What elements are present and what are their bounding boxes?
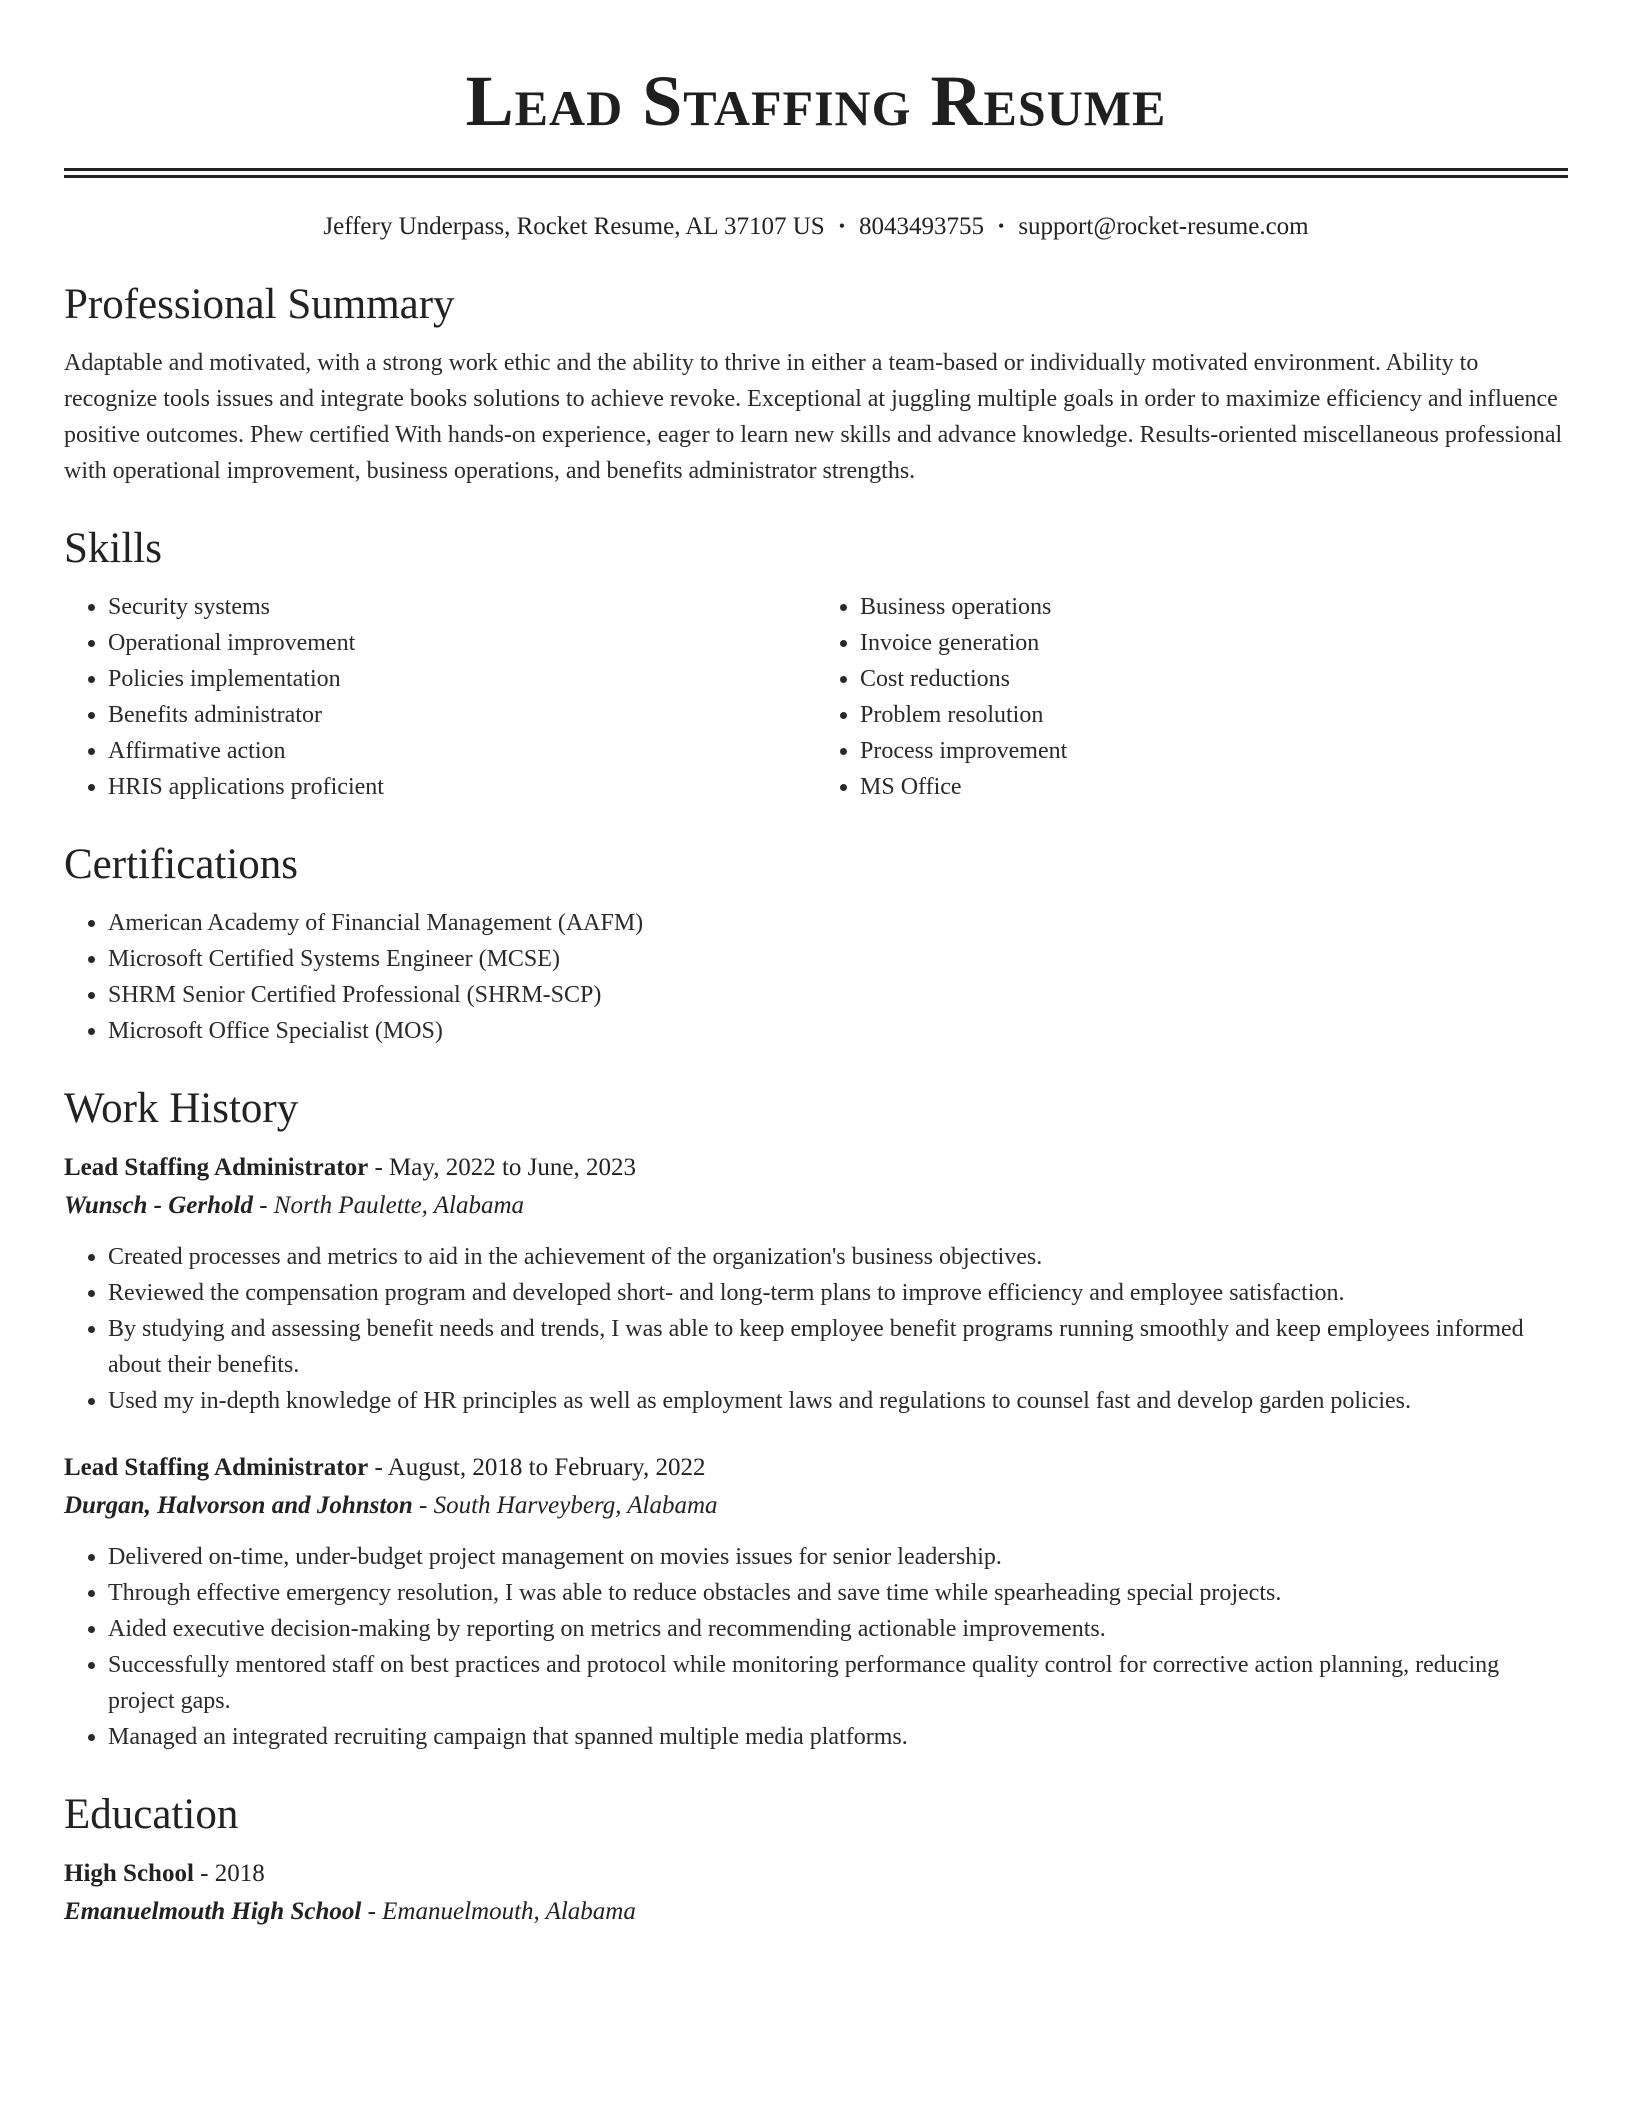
job-bullet: • Aided executive decision-making by reporting on metrics and recommending actionable improvements. bbox=[108, 1611, 1568, 1647]
education-school-line bbox=[64, 1893, 1568, 1931]
certifications-heading: Certifications bbox=[64, 841, 299, 888]
summary-text: Adaptable and motivated, with a strong work ethic and the ability to thrive in either a team-based or individually motivated environment. Ability to recognize tools issues and integrate books solutions to achieve revoke. Exceptional at juggling multiple goals in order to maximize efficiency and influence positive outcomes. Phew certified With hands-on experience, eager to learn new skills and advance knowledge. Results-oriented miscellaneous professional with operational improvement, business operations, and benefits administrator strengths. bbox=[64, 350, 1563, 484]
dash: - bbox=[193, 1860, 215, 1887]
dash: - bbox=[368, 1154, 390, 1181]
skill-item: • Business operations bbox=[860, 589, 1568, 625]
skill-item: • Security systems bbox=[108, 589, 816, 625]
job-company: Wunsch - Gerhold bbox=[64, 1192, 253, 1219]
dash: - bbox=[252, 1192, 274, 1219]
skill-item: • Operational improvement bbox=[108, 625, 816, 661]
job-entry bbox=[64, 1149, 1568, 1419]
job-entry bbox=[64, 1449, 1568, 1755]
job-dates: May, 2022 to June, 2023 bbox=[389, 1154, 636, 1181]
job-bullets bbox=[64, 1539, 1568, 1755]
summary-heading: Professional Summary bbox=[64, 281, 455, 328]
skill-item: • Process improvement bbox=[860, 733, 1568, 769]
certification-item: • American Academy of Financial Management (AAFM) bbox=[108, 905, 1568, 941]
job-bullet: • Reviewed the compensation program and developed short- and long-term plans to improve efficiency and employee satisfaction. bbox=[108, 1275, 1568, 1311]
contact-separator: • bbox=[998, 216, 1005, 236]
skills-heading: Skills bbox=[64, 525, 162, 572]
skill-item: • Cost reductions bbox=[860, 661, 1568, 697]
skill-item: • Benefits administrator bbox=[108, 697, 816, 733]
skill-item: • Problem resolution bbox=[860, 697, 1568, 733]
education-location: Emanuelmouth, Alabama bbox=[382, 1898, 636, 1925]
job-bullet: • Successfully mentored staff on best practices and protocol while monitoring performance quality control for corrective action planning, reducing project gaps. bbox=[108, 1647, 1568, 1719]
job-title: Lead Staffing Administrator bbox=[64, 1454, 369, 1481]
dash: - bbox=[368, 1454, 388, 1481]
certification-item: • SHRM Senior Certified Professional (SHRM-SCP) bbox=[108, 977, 1568, 1013]
education-heading: Education bbox=[64, 1791, 239, 1838]
title-divider bbox=[64, 168, 1568, 178]
skill-item: • Affirmative action bbox=[108, 733, 816, 769]
job-bullet: • Created processes and metrics to aid in the achievement of the organization's business objectives. bbox=[108, 1239, 1568, 1275]
contact-address: Jeffery Underpass, Rocket Resume, AL 37107 US bbox=[323, 213, 825, 240]
education-degree: High School bbox=[64, 1860, 194, 1887]
job-location: North Paulette, Alabama bbox=[273, 1192, 525, 1219]
education-school: Emanuelmouth High School bbox=[64, 1898, 362, 1925]
education-degree-line bbox=[64, 1855, 1568, 1893]
job-bullet: • Managed an integrated recruiting campaign that spanned multiple media platforms. bbox=[108, 1719, 1568, 1755]
certification-item: • Microsoft Certified Systems Engineer (MCSE) bbox=[108, 941, 1568, 977]
dash: - bbox=[412, 1492, 434, 1519]
contact-email: support@rocket-resume.com bbox=[1018, 213, 1309, 240]
job-dates: August, 2018 to February, 2022 bbox=[387, 1454, 706, 1481]
skills-list-left bbox=[64, 589, 816, 805]
skills-list-right bbox=[816, 589, 1568, 805]
certification-item: • Microsoft Office Specialist (MOS) bbox=[108, 1013, 1568, 1049]
resume-title: Lead Staffing Resume bbox=[465, 61, 1167, 141]
dash: - bbox=[361, 1898, 383, 1925]
job-title-line bbox=[64, 1149, 1568, 1187]
contact-phone: 8043493755 bbox=[859, 213, 984, 240]
work-history-heading: Work History bbox=[64, 1085, 299, 1132]
job-company-line bbox=[64, 1487, 1568, 1525]
skill-item: • Policies implementation bbox=[108, 661, 816, 697]
skill-item: • MS Office bbox=[860, 769, 1568, 805]
skill-item: • HRIS applications proficient bbox=[108, 769, 816, 805]
job-bullet: • Used my in-depth knowledge of HR principles as well as employment laws and regulations to counsel fast and develop garden policies. bbox=[108, 1383, 1568, 1419]
job-bullet: • Delivered on-time, under-budget project management on movies issues for senior leadership. bbox=[108, 1539, 1568, 1575]
job-bullet: • By studying and assessing benefit needs and trends, I was able to keep employee benefit programs running smoothly and keep employees informed about their benefits. bbox=[108, 1311, 1568, 1383]
job-bullet: • Through effective emergency resolution, I was able to reduce obstacles and save time while spearheading special projects. bbox=[108, 1575, 1568, 1611]
contact-separator: • bbox=[838, 216, 845, 236]
skills-columns bbox=[64, 589, 1568, 805]
job-location: South Harveyberg, Alabama bbox=[433, 1492, 718, 1519]
job-company-line bbox=[64, 1187, 1568, 1225]
certifications-list bbox=[64, 905, 1568, 1049]
job-bullets bbox=[64, 1239, 1568, 1419]
job-title-line bbox=[64, 1449, 1568, 1487]
skill-item: • Invoice generation bbox=[860, 625, 1568, 661]
education-year: 2018 bbox=[214, 1860, 265, 1887]
job-title: Lead Staffing Administrator bbox=[64, 1154, 369, 1181]
contact-line bbox=[64, 208, 1568, 245]
job-company: Durgan, Halvorson and Johnston bbox=[64, 1492, 413, 1519]
